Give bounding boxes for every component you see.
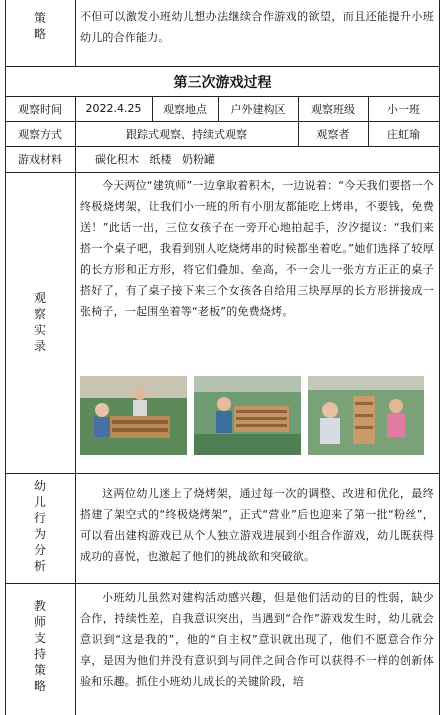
rule-row3-bottom <box>5 172 440 173</box>
section-title: 第三次游戏过程 <box>173 75 272 91</box>
place-label: 观察地点 <box>163 102 207 116</box>
time-label: 观察时间 <box>18 102 62 116</box>
support-label-text: 教 师 支 持 策 略 <box>34 599 47 693</box>
rule-analysis-bottom <box>5 583 440 584</box>
label-divider-bottom <box>75 172 76 715</box>
time-value: 2022.4.25 <box>85 102 142 115</box>
record-text <box>80 175 434 322</box>
analysis-label <box>30 478 50 574</box>
analysis-text-content: 这两位幼儿迷上了烧烤架，通过每一次的调整、改进和优化，最终搭建了架空式的“终极烧烤架”，正式“营业”后也迎来了第一批“粉丝”，可以看出建构游戏已从个人独立游戏进展到小组合作游戏，幼儿既获得成功的喜悦，也激起了他们的挑战欲和突破欲。 <box>80 487 434 563</box>
class-label: 观察班级 <box>311 102 355 116</box>
material-value: 碳化积木 纸楼 奶粉罐 <box>95 153 215 166</box>
class-value: 小一班 <box>387 102 420 116</box>
strategy-text-content: 不但可以激发小班幼儿想办法继续合作游戏的欲望，而且还能提升小班幼儿的合作能力。 <box>80 10 434 44</box>
strategy-text <box>80 6 434 48</box>
analysis-text <box>80 483 434 567</box>
analysis-label-text: 幼 儿 行 为 分 析 <box>34 479 47 573</box>
place-value: 户外建构区 <box>230 102 286 116</box>
support-text <box>80 587 434 692</box>
record-text-content: 今天两位“建筑师”一边拿取着积木，一边说着：“今天我们要搭一个终极烧烤架，让我们小一班的所有小朋友都能吃上烤串，不要钱，免费送！”此话一出，三位女孩子在一旁开心地拍起手，汐汐提议：“我们来搭一个桌子吧，我看到别人吃烧烤串的时候都坐着吃。”她们选择了较厚的长方形和正方形，将它们叠加、垒高，不一会儿一张方方正正的桌子搭好了，有了桌子接下来三个女孩各自给用三块厚厚的长方形拼接成一张椅子，一起围坐着等“老板”的免费烧烤。 <box>80 179 434 318</box>
photo-children-building-1 <box>80 376 187 455</box>
record-label: 观 察 实 录 <box>33 291 46 353</box>
method-label: 观察方式 <box>18 127 62 141</box>
method-value: 跟踪式观察、持续式观察 <box>126 127 247 141</box>
rule-record-bottom <box>5 473 440 474</box>
observer-label: 观察者 <box>316 127 350 141</box>
strategy-label <box>30 10 50 42</box>
photo-children-building-2 <box>194 376 301 455</box>
observer-value: 庄虹瑜 <box>387 127 420 141</box>
label-divider-top <box>75 0 76 66</box>
border-right <box>439 0 440 715</box>
rule-strategy-bottom <box>5 66 440 67</box>
photo-children-building-3 <box>308 376 424 455</box>
material-label: 游戏材料 <box>18 153 62 166</box>
support-label <box>30 598 50 694</box>
strategy-label-text: 策 略 <box>33 11 46 41</box>
support-text-content: 小班幼儿虽然对建构活动感兴趣，但是他们活动的目的性弱，缺少合作，持续性差，自我意识突出，当遇到“合作”游戏发生时，幼儿就会意识到“这是我的”，他的“自主权”意识就出现了，他们不愿意合作分享，是因为他们并没有意识到与同伴之间合作可以获得不一样的创新体验和乐趣。抓住小班幼儿成长的关键阶段，培 <box>80 591 434 688</box>
